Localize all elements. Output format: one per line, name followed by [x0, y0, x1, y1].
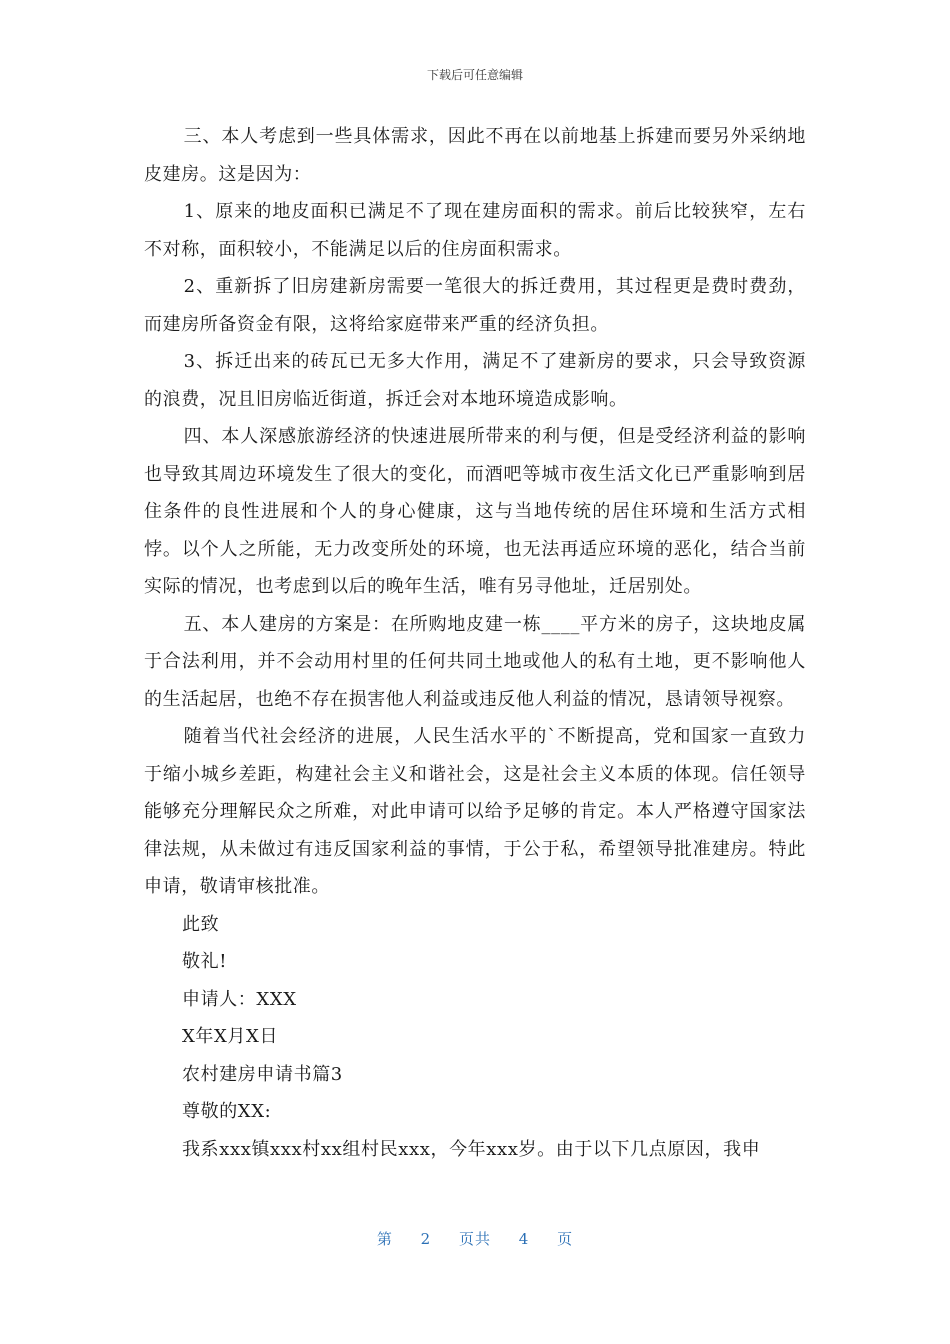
- applicant-name: 申请人：XXX: [182, 988, 297, 1010]
- paragraph-reason-four: 四、本人深感旅游经济的快速进展所带来的利与便，但是受经济利益的影响也导致其周边环境发生了很大的变化，而酒吧等城市夜生活文化已严重影响到居住条件的良性进展和个人的身心健康，这与当地传统的居住环境和生活方式相悖。以个人之所能，无力改变所处的环境，也无法再适应环境的恶化，结合当前实际的情况，也考虑到以后的晚年生活，唯有另寻他址，迁居别处。: [144, 426, 806, 597]
- page-footer: [0, 1228, 950, 1249]
- page-mid: 页共: [458, 1230, 491, 1248]
- body-opening: 我系xxx镇xxx村xx组村民xxx，今年xxx岁。由于以下几点原因，我申: [182, 1138, 761, 1160]
- paragraph-point-3: 3、拆迁出来的砖瓦已无多大作用，满足不了建新房的要求，只会导致资源的浪费，况且旧房临近街道，拆迁会对本地环境造成影响。: [144, 351, 806, 410]
- page-suffix: 页: [557, 1230, 574, 1248]
- section-title: 农村建房申请书篇3: [182, 1063, 343, 1085]
- page-header: 下载后可任意编辑: [426, 68, 523, 82]
- application-date: X年X月X日: [182, 1026, 279, 1047]
- page-total-number: 4: [518, 1230, 530, 1248]
- closing-salutation: 此致: [182, 913, 220, 935]
- page-prefix: 第: [376, 1230, 393, 1248]
- document-body: [144, 118, 806, 1168]
- paragraph-conclusion: 随着当代社会经济的进展，人民生活水平的`不断提高，党和国家一直致力于缩小城乡差距，构建社会主义和谐社会，这是社会主义本质的体现。信任领导能够充分理解民众之所难，对此申请可以给予足够的肯定。本人严格遵守国家法律法规，从未做过有违反国家利益的事情，于公于私，希望领导批准建房。特此申请，敬请审核批准。: [144, 726, 806, 897]
- paragraph-point-2: 2、重新拆了旧房建新房需要一笔很大的拆迁费用，其过程更是费时费劲，而建房所备资金有限，这将给家庭带来严重的经济负担。: [144, 276, 806, 335]
- paragraph-reason-five: 五、本人建房的方案是：在所购地皮建一栋____平方米的房子，这块地皮属于合法利用，并不会动用村里的任何共同土地或他人的私有土地，更不影响他人的生活起居，也绝不存在损害他人利益或违反他人利益的情况，恳请领导视察。: [144, 613, 806, 710]
- paragraph-reason-three: 三、本人考虑到一些具体需求，因此不再在以前地基上拆建而要另外采纳地皮建房。这是因为：: [144, 126, 806, 185]
- greeting: 尊敬的XX:: [182, 1101, 272, 1122]
- page-current-number: 2: [420, 1230, 432, 1248]
- closing-regards: 敬礼!: [182, 951, 228, 972]
- paragraph-point-1: 1、原来的地皮面积已满足不了现在建房面积的需求。前后比较狭窄，左右不对称，面积较小，不能满足以后的住房面积需求。: [144, 201, 806, 260]
